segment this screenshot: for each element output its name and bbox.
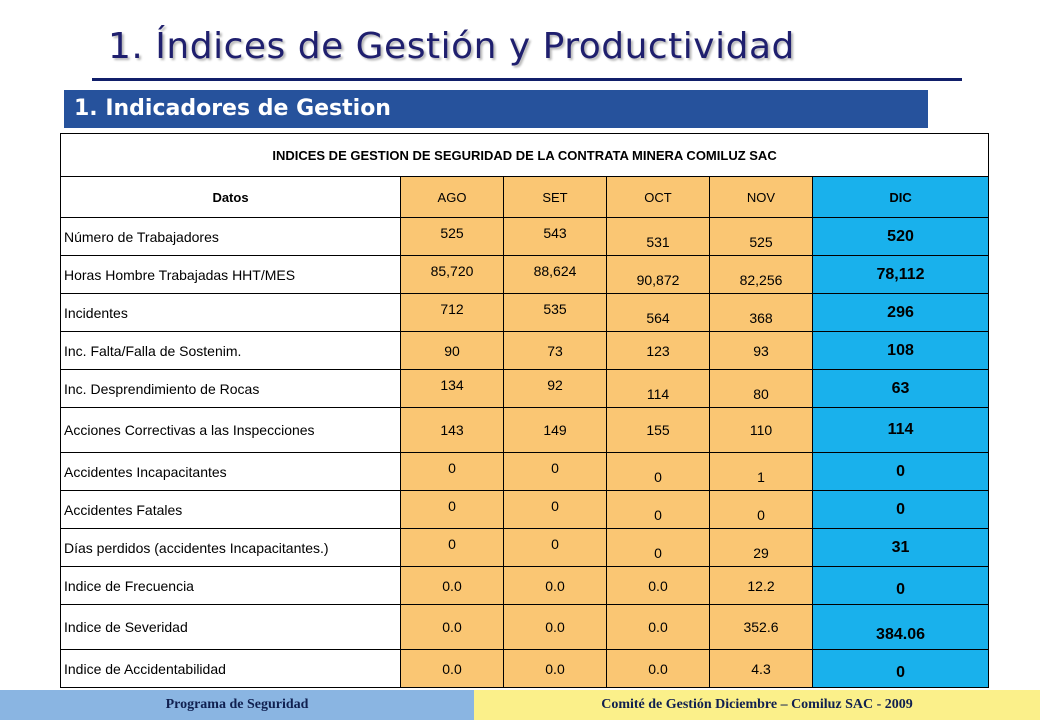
row-label: Número de Trabajadores (61, 218, 401, 256)
row-label: Horas Hombre Trabajadas HHT/MES (61, 256, 401, 294)
cell-value: 0.0 (607, 567, 710, 605)
row-label: Incidentes (61, 294, 401, 332)
cell-value: 0.0 (401, 650, 504, 688)
cell-value-dic: 31 (813, 529, 989, 567)
cell-value: 110 (710, 408, 813, 453)
cell-value-dic: 114 (813, 408, 989, 453)
cell-value-dic: 78,112 (813, 256, 989, 294)
cell-value: 85,720 (401, 256, 504, 294)
cell-value: 90,872 (607, 256, 710, 294)
cell-value: 531 (607, 218, 710, 256)
cell-value-dic: 296 (813, 294, 989, 332)
cell-value-dic: 63 (813, 370, 989, 408)
cell-value: 0.0 (607, 605, 710, 650)
cell-value: 134 (401, 370, 504, 408)
cell-value: 0 (504, 529, 607, 567)
cell-value-dic: 0 (813, 567, 989, 605)
slide-title: 1. Índices de Gestión y Productividad (108, 26, 795, 67)
column-header-ago: AGO (401, 177, 504, 218)
cell-value: 80 (710, 370, 813, 408)
cell-value: 0 (607, 453, 710, 491)
footer-program: Programa de Seguridad (0, 690, 474, 720)
cell-value: 0 (401, 491, 504, 529)
cell-value: 149 (504, 408, 607, 453)
cell-value-dic: 108 (813, 332, 989, 370)
cell-value: 0 (504, 453, 607, 491)
cell-value: 88,624 (504, 256, 607, 294)
cell-value-dic: 0 (813, 491, 989, 529)
table-row (61, 256, 989, 294)
cell-value: 535 (504, 294, 607, 332)
table-row (61, 453, 989, 491)
cell-value: 0 (607, 491, 710, 529)
cell-value: 0.0 (504, 650, 607, 688)
table-row (61, 408, 989, 453)
cell-value: 93 (710, 332, 813, 370)
table-caption: INDICES DE GESTION DE SEGURIDAD DE LA CONTRATA MINERA COMILUZ SAC (61, 134, 989, 177)
row-label: Acciones Correctivas a las Inspecciones (61, 408, 401, 453)
section-banner: 1. Indicadores de Gestion (64, 90, 928, 128)
cell-value: 92 (504, 370, 607, 408)
cell-value: 525 (710, 218, 813, 256)
cell-value: 0 (504, 491, 607, 529)
column-header-dic: DIC (813, 177, 989, 218)
cell-value: 90 (401, 332, 504, 370)
column-header-oct: OCT (607, 177, 710, 218)
row-label: Accidentes Fatales (61, 491, 401, 529)
indicators-table (60, 133, 989, 688)
footer-committee: Comité de Gestión Diciembre – Comiluz SAC - 2009 (474, 690, 1040, 720)
table-row (61, 332, 989, 370)
cell-value: 143 (401, 408, 504, 453)
cell-value-dic: 520 (813, 218, 989, 256)
cell-value: 712 (401, 294, 504, 332)
cell-value-dic: 384.06 (813, 605, 989, 650)
cell-value: 0.0 (401, 567, 504, 605)
cell-value: 0 (401, 453, 504, 491)
cell-value: 352.6 (710, 605, 813, 650)
table-row (61, 370, 989, 408)
column-header-set: SET (504, 177, 607, 218)
cell-value: 0.0 (504, 605, 607, 650)
row-label: Indice de Severidad (61, 605, 401, 650)
cell-value-dic: 0 (813, 453, 989, 491)
cell-value: 0 (710, 491, 813, 529)
cell-value: 0 (401, 529, 504, 567)
cell-value: 543 (504, 218, 607, 256)
cell-value: 564 (607, 294, 710, 332)
cell-value: 29 (710, 529, 813, 567)
cell-value-dic: 0 (813, 650, 989, 688)
table-row (61, 491, 989, 529)
title-underline (92, 78, 962, 81)
column-header-nov: NOV (710, 177, 813, 218)
cell-value: 0 (607, 529, 710, 567)
row-label: Inc. Desprendimiento de Rocas (61, 370, 401, 408)
cell-value: 123 (607, 332, 710, 370)
cell-value: 0.0 (401, 605, 504, 650)
cell-value: 0.0 (607, 650, 710, 688)
footer (0, 690, 1040, 720)
cell-value: 525 (401, 218, 504, 256)
row-label: Inc. Falta/Falla de Sostenim. (61, 332, 401, 370)
table-row (61, 294, 989, 332)
cell-value: 368 (710, 294, 813, 332)
table-row (61, 605, 989, 650)
table-row (61, 529, 989, 567)
row-label: Indice de Frecuencia (61, 567, 401, 605)
table-row (61, 650, 989, 688)
cell-value: 82,256 (710, 256, 813, 294)
cell-value: 12.2 (710, 567, 813, 605)
column-header-datos: Datos (61, 177, 401, 218)
cell-value: 155 (607, 408, 710, 453)
row-label: Accidentes Incapacitantes (61, 453, 401, 491)
table-row (61, 218, 989, 256)
cell-value: 0.0 (504, 567, 607, 605)
cell-value: 4.3 (710, 650, 813, 688)
cell-value: 73 (504, 332, 607, 370)
cell-value: 114 (607, 370, 710, 408)
table-row (61, 567, 989, 605)
row-label: Indice de Accidentabilidad (61, 650, 401, 688)
row-label: Días perdidos (accidentes Incapacitantes.) (61, 529, 401, 567)
cell-value: 1 (710, 453, 813, 491)
table-header-row (61, 177, 989, 218)
